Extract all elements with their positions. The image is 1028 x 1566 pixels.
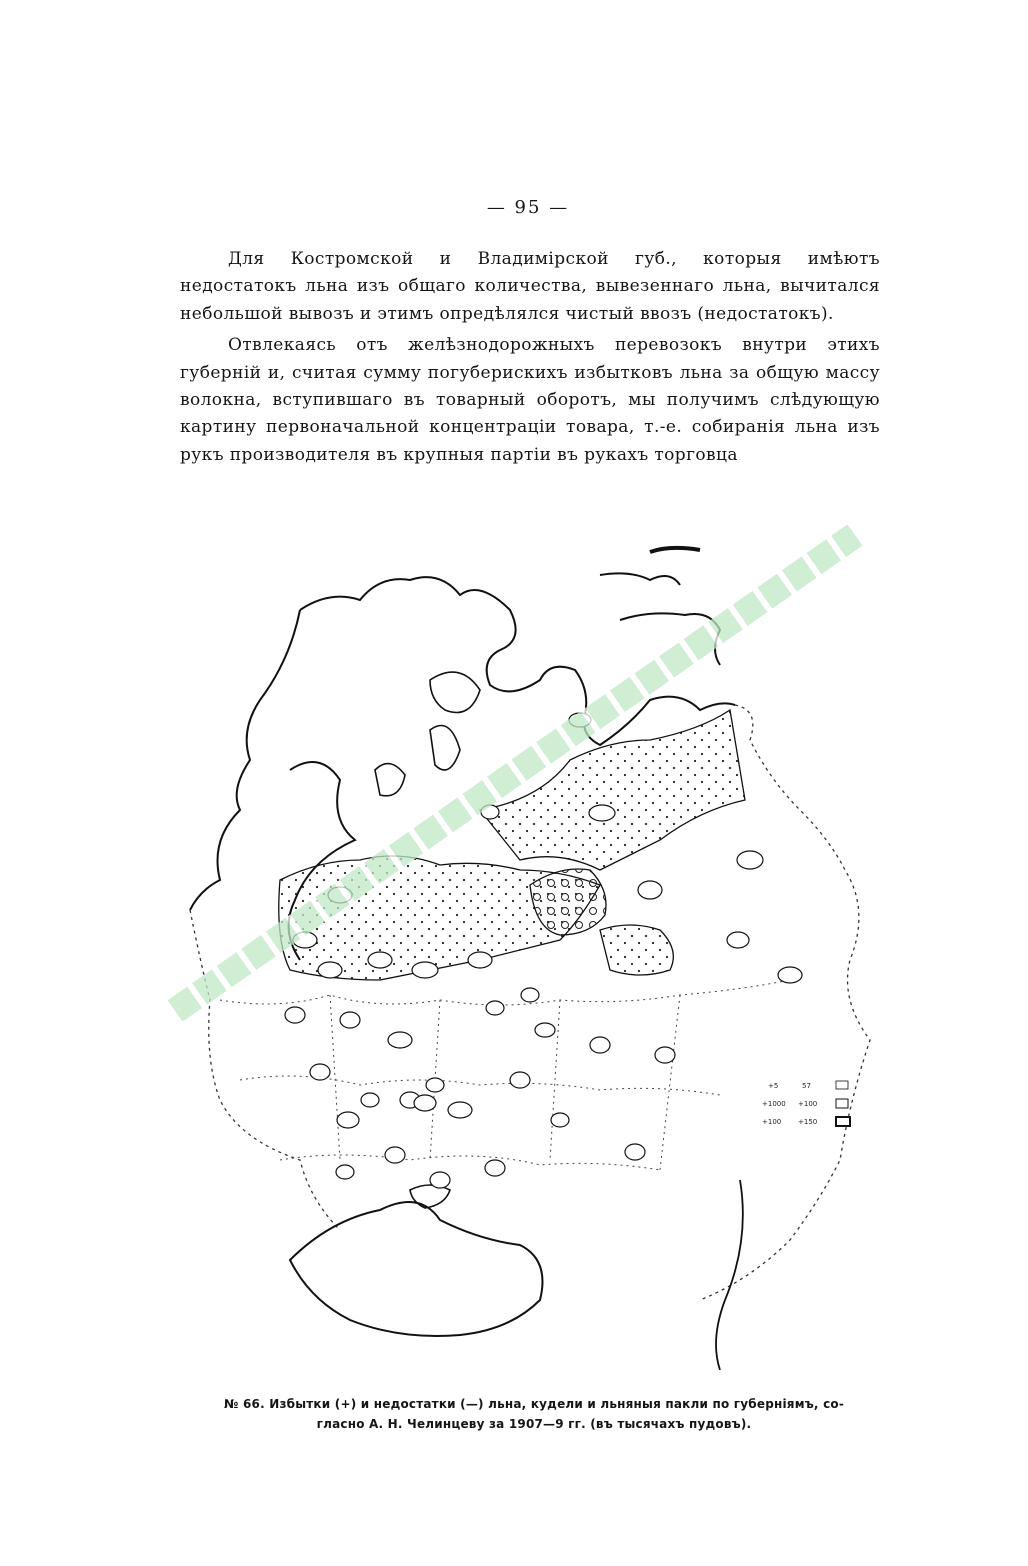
legend-row-2-from: +1000 (762, 1100, 786, 1108)
caption-line-2: гласно А. Н. Челинцеву за 1907—9 гг. (въ тысячахъ пудовъ). (316, 1417, 752, 1431)
northern-coastline (300, 577, 735, 745)
lake-onega (430, 726, 460, 771)
page-number: — 95 — (486, 197, 570, 218)
map-figure (180, 540, 880, 1370)
paragraph-1: Для Костромской и Владимірской губ., которыя имѣютъ недостатокъ льна изъ общаго количества, вывезеннаго льна, вычитался небольшой вывозъ и этимъ опредѣлялся чистый ввозъ (недостатокъ). (180, 249, 880, 324)
figure-caption (180, 1394, 888, 1434)
legend-swatch-3 (836, 1117, 850, 1126)
legend-row-1-from: +5 (768, 1082, 779, 1090)
provincial-borders (220, 980, 790, 1170)
legend-row-3-from: +100 (762, 1118, 782, 1126)
legend-row-3-to: +150 (798, 1118, 818, 1126)
caspian-coast (716, 1180, 743, 1370)
dotted-region-east (600, 925, 673, 975)
legend-swatch-2 (836, 1099, 848, 1108)
white-sea (430, 672, 480, 713)
legend-row-1-to: 57 (802, 1082, 811, 1090)
body-text (180, 246, 880, 473)
arctic-island (650, 548, 700, 552)
black-sea (290, 1202, 543, 1336)
caption-line-1: № 66. Избытки (+) и недостатки (—) льна, кудели и льняныя пакли по губерніямъ, со- (223, 1397, 845, 1411)
legend-row-2-to: +100 (798, 1100, 818, 1108)
lake-ladoga (375, 764, 405, 796)
crimea (410, 1185, 450, 1208)
paragraph-2: Отвлекаясь отъ желѣзнодорожныхъ перевозокъ внутри этихъ губерній и, считая сумму погуберискихъ избытковъ льна за общую массу волокна, вступившаго въ товарный оборотъ, мы получимъ слѣдующую картину первоначальной концентраціи товара, т.-е. собиранія льна изъ рукъ производителя въ крупныя партіи въ рукахъ торговца (180, 335, 880, 465)
dotted-region-north (480, 710, 745, 870)
legend-swatch-1 (836, 1081, 848, 1089)
novaya-zemlya (600, 573, 720, 665)
map-legend (762, 1081, 850, 1126)
